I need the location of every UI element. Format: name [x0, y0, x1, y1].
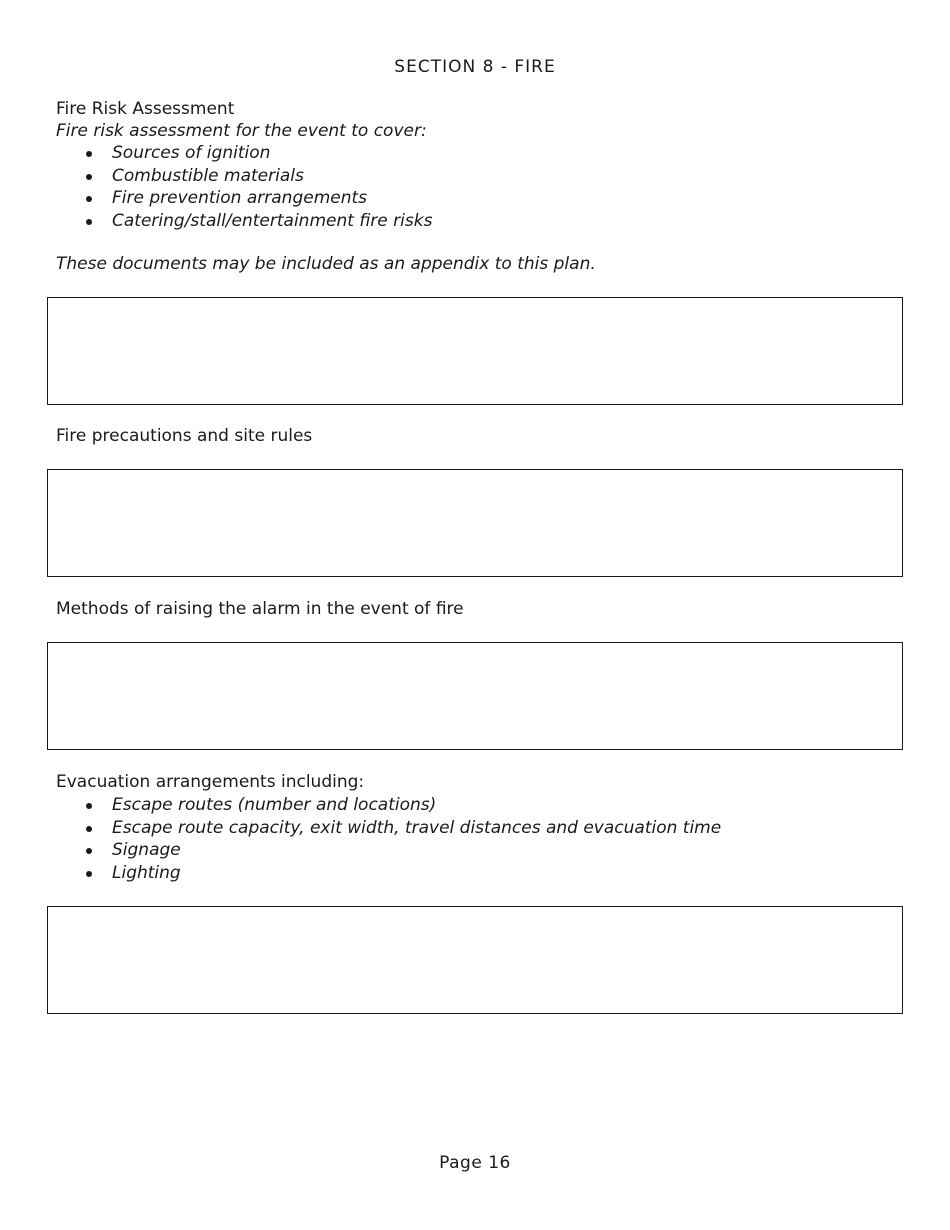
bullet-icon: [86, 196, 92, 202]
bullet-icon: [86, 826, 92, 832]
list-item-text: Catering/stall/entertainment fire risks: [112, 210, 433, 231]
bullet-icon: [86, 803, 92, 809]
list-item-text: Combustible materials: [112, 165, 304, 186]
list-item: [56, 839, 721, 862]
evacuation-list: [56, 794, 721, 884]
page-number: Page 16: [439, 1153, 511, 1173]
precautions-heading: Fire precautions and site rules: [56, 426, 313, 446]
list-item-text: Lighting: [112, 862, 181, 883]
bullet-icon: [86, 871, 92, 877]
list-item-text: Escape routes (number and locations): [112, 795, 437, 815]
alarm-heading: Methods of raising the alarm in the event of fire: [56, 599, 464, 619]
fire-risk-heading: Fire Risk Assessment: [56, 99, 235, 119]
list-item: [56, 862, 721, 885]
list-item-text: Fire prevention arrangements: [112, 188, 368, 209]
list-item: [56, 817, 721, 840]
precautions-answer-box[interactable]: [47, 469, 903, 577]
bullet-icon: [86, 151, 92, 157]
fire-risk-list: [56, 142, 432, 232]
appendix-note: These documents may be included as an appendix to this plan.: [56, 254, 596, 274]
list-item: [56, 210, 432, 233]
list-item-text: Sources of ignition: [112, 143, 271, 163]
list-item: [56, 187, 432, 210]
list-item-text: Signage: [112, 840, 181, 861]
fire-risk-intro: Fire risk assessment for the event to cover:: [56, 121, 427, 141]
fire-risk-answer-box[interactable]: [47, 297, 903, 405]
list-item-text: Escape route capacity, exit width, travel distances and evacuation time: [112, 817, 722, 838]
bullet-icon: [86, 219, 92, 225]
evacuation-heading: Evacuation arrangements including:: [56, 772, 365, 792]
bullet-icon: [86, 848, 92, 854]
list-item: [56, 165, 432, 188]
list-item: [56, 142, 432, 165]
alarm-answer-box[interactable]: [47, 642, 903, 750]
list-item: [56, 794, 721, 817]
bullet-icon: [86, 174, 92, 180]
section-title: SECTION 8 - FIRE: [394, 57, 556, 77]
evacuation-answer-box[interactable]: [47, 906, 903, 1014]
